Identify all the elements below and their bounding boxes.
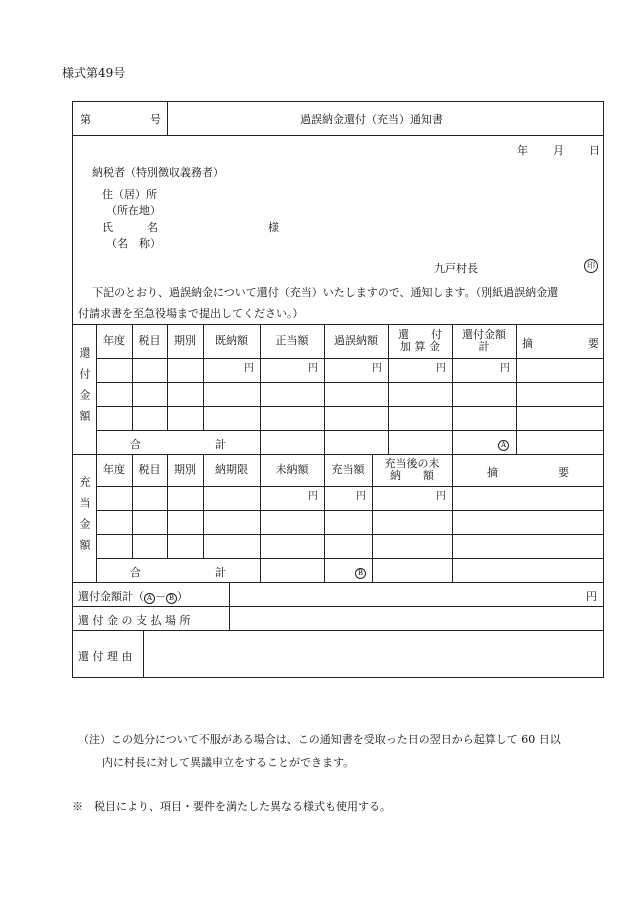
refund-yen-total: 円 bbox=[500, 363, 510, 374]
date-year-label: 年 bbox=[517, 144, 528, 157]
number-label-suffix: 号 bbox=[150, 113, 161, 126]
refund-sum-label bbox=[78, 588, 188, 604]
appropriation-yen-after: 円 bbox=[436, 491, 446, 502]
appropriation-side-label: 充当金額 bbox=[78, 476, 91, 560]
refund-header-total-2: 計 bbox=[478, 340, 490, 353]
mark-b-small: B bbox=[166, 593, 177, 604]
appropriation-header-appropriated: 充当額 bbox=[331, 463, 365, 476]
refund-yen-addition: 円 bbox=[436, 363, 446, 374]
appropriation-total-mark-b bbox=[355, 565, 366, 579]
refund-sum-yen: 円 bbox=[586, 590, 597, 603]
refund-yen-paid: 円 bbox=[244, 363, 254, 374]
payment-place-label: 還 付 金 の 支 払 場 所 bbox=[78, 614, 191, 627]
document-title: 過誤納金還付（充当）通知書 bbox=[300, 113, 443, 126]
refund-sum-close: ） bbox=[177, 590, 188, 603]
refund-yen-correct: 円 bbox=[308, 363, 318, 374]
note-line-2: 内に村長に対して異議申立をすることができます。 bbox=[102, 756, 355, 769]
appropriation-yen-unpaid: 円 bbox=[308, 491, 318, 502]
notice-line-2: 付請求書を至急役場まで提出してください。） bbox=[78, 307, 304, 320]
refund-header-correct: 正当額 bbox=[275, 334, 309, 347]
refund-header-remarks-2: 要 bbox=[588, 337, 599, 350]
mark-a-circle: A bbox=[498, 440, 509, 451]
appropriation-header-unpaid: 未納額 bbox=[275, 463, 309, 476]
refund-header-addition-2: 加 算 金 bbox=[400, 340, 440, 353]
honorific-label: 様 bbox=[268, 221, 279, 234]
mark-a-small: A bbox=[144, 593, 155, 604]
mark-b-circle: B bbox=[355, 568, 366, 579]
refund-sum-minus: － bbox=[155, 590, 166, 603]
appropriation-total-label-2: 計 bbox=[215, 566, 226, 579]
notice-line-1: 下記のとおり、過誤納金について還付（充当）いたしますので、通知します。（別紙過誤納金還 bbox=[92, 286, 559, 299]
appropriation-header-remarks-2: 要 bbox=[558, 466, 569, 479]
refund-header-addition-1: 還 付 bbox=[398, 328, 442, 341]
refund-header-addition bbox=[388, 324, 452, 358]
appropriation-header-after bbox=[372, 454, 452, 486]
name-label-1: 氏 bbox=[102, 221, 113, 234]
date-month-label: 月 bbox=[553, 144, 564, 157]
refund-header-remarks-1: 摘 bbox=[522, 337, 533, 350]
appropriation-total-label-1: 合 bbox=[130, 566, 141, 579]
note-line-1: （注）この処分について不服がある場合は、この通知書を受取った日の翌日から起算して 60 日以 bbox=[78, 733, 561, 746]
number-label-prefix: 第 bbox=[80, 113, 91, 126]
refund-header-overpaid: 過誤納額 bbox=[334, 334, 378, 347]
date-day-label: 日 bbox=[589, 144, 600, 157]
refund-header-period: 期別 bbox=[174, 334, 196, 347]
address-label: 住（居）所 bbox=[102, 188, 157, 201]
seal-mark: 印 bbox=[584, 259, 598, 273]
appropriation-header-after-2: 納 額 bbox=[390, 469, 434, 482]
address-sub-label: （所在地） bbox=[106, 204, 161, 217]
appropriation-header-due: 納期限 bbox=[215, 463, 248, 476]
issuer-name: 九戸村長 bbox=[434, 262, 478, 275]
name-label-2: 名 bbox=[147, 221, 158, 234]
refund-sum-label-text: 還付金額計（ bbox=[78, 590, 144, 603]
appropriation-header-tax: 税目 bbox=[138, 463, 161, 476]
refund-header-paid: 既納額 bbox=[215, 334, 248, 347]
appropriation-header-after-1: 充当後の未 bbox=[384, 457, 440, 470]
refund-yen-overpaid: 円 bbox=[372, 363, 382, 374]
appropriation-header-period: 期別 bbox=[174, 463, 196, 476]
remark-line: ※ 税目により、項目・要件を満たした異なる様式も使用する。 bbox=[72, 800, 391, 813]
appropriation-header-remarks-1: 摘 bbox=[487, 466, 498, 479]
refund-header-year: 年度 bbox=[103, 334, 125, 347]
refund-header-tax: 税目 bbox=[138, 334, 161, 347]
refund-side-label: 還付金額 bbox=[78, 347, 91, 431]
refund-header-total-1: 還付金額 bbox=[462, 328, 506, 341]
appropriation-header-year: 年度 bbox=[103, 463, 125, 476]
form-number: 様式第49号 bbox=[62, 66, 126, 80]
refund-header-total bbox=[452, 324, 516, 358]
refund-total-mark-a bbox=[498, 437, 509, 451]
refund-total-label-1: 合 bbox=[130, 438, 141, 451]
name-sub-label: （名 称） bbox=[106, 237, 161, 250]
appropriation-yen-appropriated: 円 bbox=[356, 491, 366, 502]
refund-total-label-2: 計 bbox=[215, 438, 226, 451]
refund-reason-label: 還 付 理 由 bbox=[78, 650, 133, 663]
taxpayer-label: 納税者（特別徴収義務者） bbox=[92, 166, 224, 179]
